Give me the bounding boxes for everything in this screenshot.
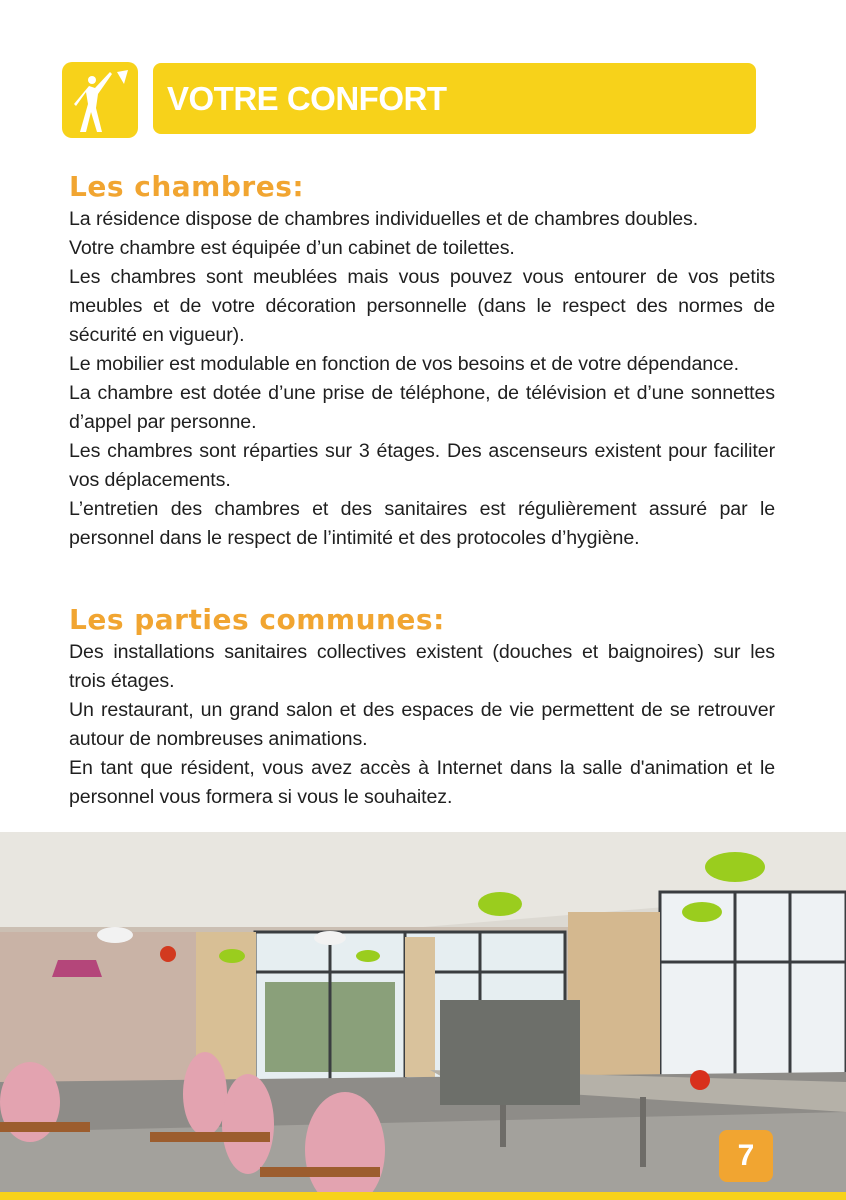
paragraph: Votre chambre est équipée d’un cabinet de toilettes. [69,237,515,259]
bottom-bar [0,1192,846,1200]
paragraph: En tant que résident, vous avez accès à Internet dans la salle d'animation et le personnel vous formera si vous le souhaitez. [69,757,775,808]
logo [62,62,138,138]
paragraph: Les chambres sont meublées mais vous pouvez vous entourer de vos petits meubles et de votre décoration personnelle (dans le respect des normes de sécurité en vigueur). [69,266,775,346]
person-reaching-leaf-icon [62,62,138,138]
section-parties-communes [69,603,775,812]
paragraph: La résidence dispose de chambres individuelles et de chambres doubles. [69,208,699,230]
section-heading: Les parties communes: [69,603,445,636]
paragraph: La chambre est dotée d’une prise de téléphone, de télévision et d’une sonnettes d’appel par personne. [69,382,775,433]
paragraph: Des installations sanitaires collectives existent (douches et baignoires) sur les trois étages. [69,641,775,692]
section-chambres [69,170,775,553]
paragraph: L’entretien des chambres et des sanitaires est régulièrement assuré par le personnel dans le respect de l’intimité et des protocoles d’hygiène. [69,498,775,549]
paragraph: Les chambres sont réparties sur 3 étages. Des ascenseurs existent pour faciliter vos déplacements. [69,440,775,491]
paragraph: Le mobilier est modulable en fonction de vos besoins et de votre dépendance. [69,353,739,375]
title-bar [153,63,756,134]
page-title: VOTRE CONFORT [167,80,447,117]
section-heading: Les chambres: [69,170,305,203]
page-number: 7 [719,1130,773,1182]
paragraph: Un restaurant, un grand salon et des espaces de vie permettent de se retrouver autour de nombreuses animations. [69,699,775,750]
